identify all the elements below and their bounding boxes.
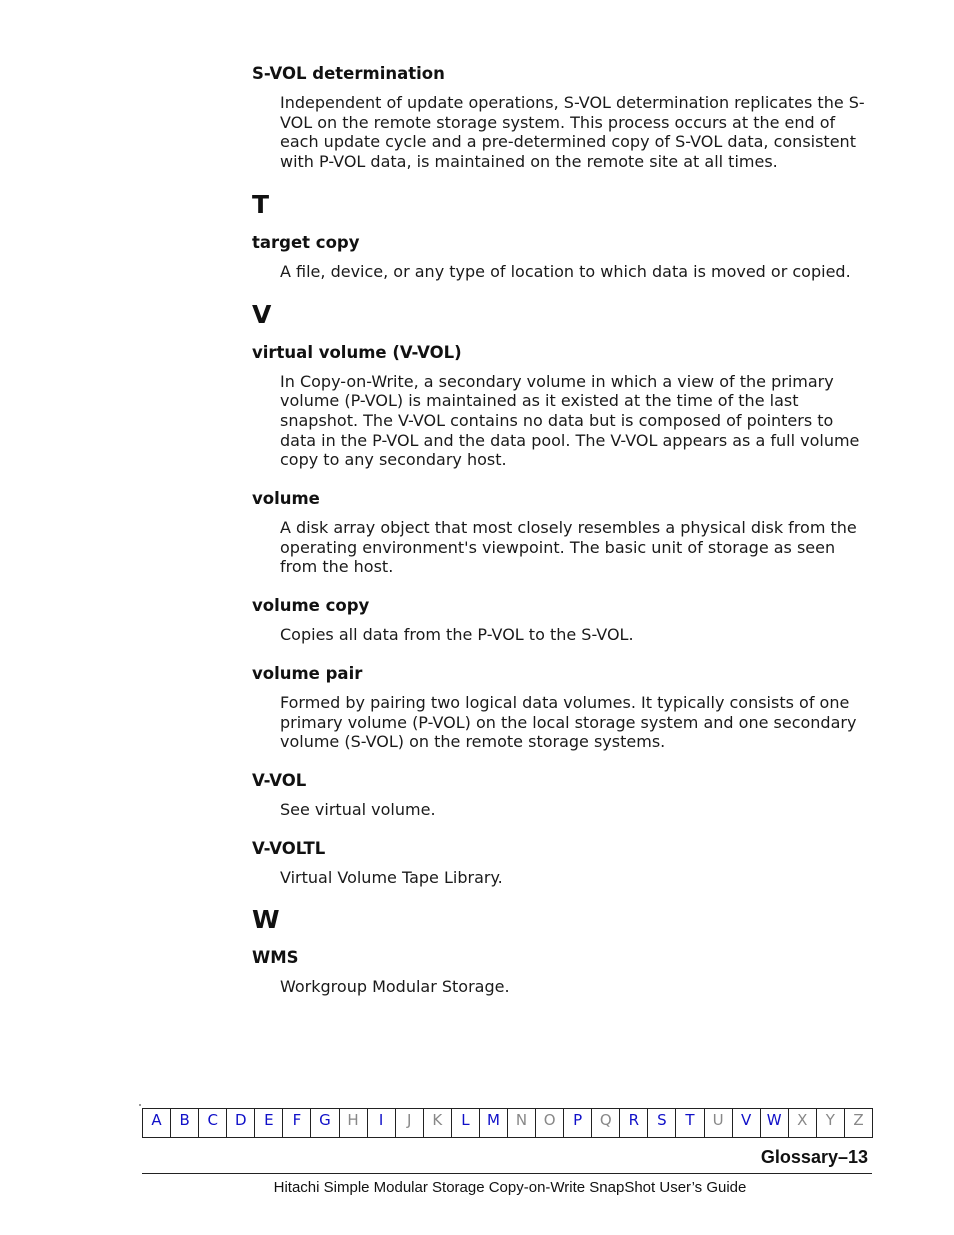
glossary-content: [252, 64, 872, 1016]
index-letter-y: Y: [817, 1109, 845, 1137]
glossary-term: V-VOL: [252, 770, 307, 790]
glossary-definition: A file, device, or any type of location to which data is moved or copied.: [280, 261, 851, 281]
index-letter-n: N: [508, 1109, 536, 1137]
glossary-term: volume: [252, 489, 320, 509]
page-number: Glossary–13: [760, 1147, 868, 1167]
index-letter-j: J: [396, 1109, 424, 1137]
index-letter-t[interactable]: T: [676, 1109, 704, 1137]
glossary-definition: See virtual volume.: [280, 799, 436, 819]
glossary-definition: A disk array object that most closely resembles a physical disk from the operating environment's viewpoint. The basic unit of storage as seen from the host.: [280, 518, 857, 577]
glossary-entry: [252, 839, 872, 888]
glossary-term: V-VOLTL: [252, 838, 326, 858]
glossary-term: WMS: [252, 948, 299, 968]
glossary-entry: [252, 948, 872, 997]
index-letter-w[interactable]: W: [761, 1109, 789, 1137]
glossary-entry: [252, 596, 872, 645]
section-letter-heading: T: [252, 189, 270, 219]
glossary-entry: [252, 489, 872, 577]
footer-divider: [142, 1173, 872, 1174]
index-letter-c[interactable]: C: [199, 1109, 227, 1137]
glossary-entry: [252, 664, 872, 752]
index-letter-e[interactable]: E: [255, 1109, 283, 1137]
glossary-entry: [252, 343, 872, 471]
index-letter-d[interactable]: D: [227, 1109, 255, 1137]
index-letter-i[interactable]: I: [368, 1109, 396, 1137]
index-letter-m[interactable]: M: [480, 1109, 508, 1137]
section-letter-heading: V: [252, 299, 272, 329]
glossary-definition: Virtual Volume Tape Library.: [280, 867, 503, 887]
index-letter-x: X: [789, 1109, 817, 1137]
section-letter-heading: W: [252, 905, 280, 935]
index-letter-s[interactable]: S: [648, 1109, 676, 1137]
index-letter-r[interactable]: R: [620, 1109, 648, 1137]
index-letter-g[interactable]: G: [311, 1109, 339, 1137]
document-title: Hitachi Simple Modular Storage Copy-on-Write SnapShot User’s Guide: [273, 1179, 747, 1196]
index-letter-a[interactable]: A: [143, 1109, 171, 1137]
glossary-entry: [252, 233, 872, 282]
glossary-term: target copy: [252, 232, 360, 252]
alphabet-index-bar: [142, 1108, 873, 1138]
glossary-definition: Independent of update operations, S-VOL determination replicates the S-VOL on the remote storage system. This process occurs at the end of each update cycle and a pre-determined copy of S-VOL data, consistent with P-VOL data, is maintained on the remote site at all times.: [280, 93, 865, 172]
glossary-term: virtual volume (V-VOL): [252, 342, 462, 362]
glossary-term: volume pair: [252, 663, 363, 683]
glossary-definition: Formed by pairing two logical data volumes. It typically consists of one primary volume (P-VOL) on the local storage system and one secondary volume (S-VOL) on the remote storage systems.: [280, 692, 857, 752]
index-letter-l[interactable]: L: [452, 1109, 480, 1137]
index-letter-b[interactable]: B: [171, 1109, 199, 1137]
glossary-term: volume copy: [252, 596, 370, 616]
index-letter-v[interactable]: V: [733, 1109, 761, 1137]
index-letter-u: U: [705, 1109, 733, 1137]
glossary-definition: In Copy-on-Write, a secondary volume in which a view of the primary volume (P-VOL) is maintained as it existed at the time of the last snapshot. The V-VOL contains no data but is composed of pointers to data in the P-VOL and the data pool. The V-VOL appears as a full volume copy to any secondary host.: [280, 371, 860, 470]
index-letter-k: K: [424, 1109, 452, 1137]
corner-mark: [139, 1104, 141, 1106]
index-letter-p[interactable]: P: [564, 1109, 592, 1137]
glossary-definition: Workgroup Modular Storage.: [280, 977, 510, 997]
glossary-entry: [252, 64, 872, 172]
index-letter-z: Z: [845, 1109, 873, 1137]
index-letter-q: Q: [592, 1109, 620, 1137]
glossary-definition: Copies all data from the P-VOL to the S-VOL.: [280, 625, 634, 645]
index-letter-o: O: [536, 1109, 564, 1137]
glossary-entry: [252, 771, 872, 820]
glossary-term: S-VOL determination: [252, 64, 445, 83]
index-letter-f[interactable]: F: [283, 1109, 311, 1137]
index-letter-h: H: [340, 1109, 368, 1137]
